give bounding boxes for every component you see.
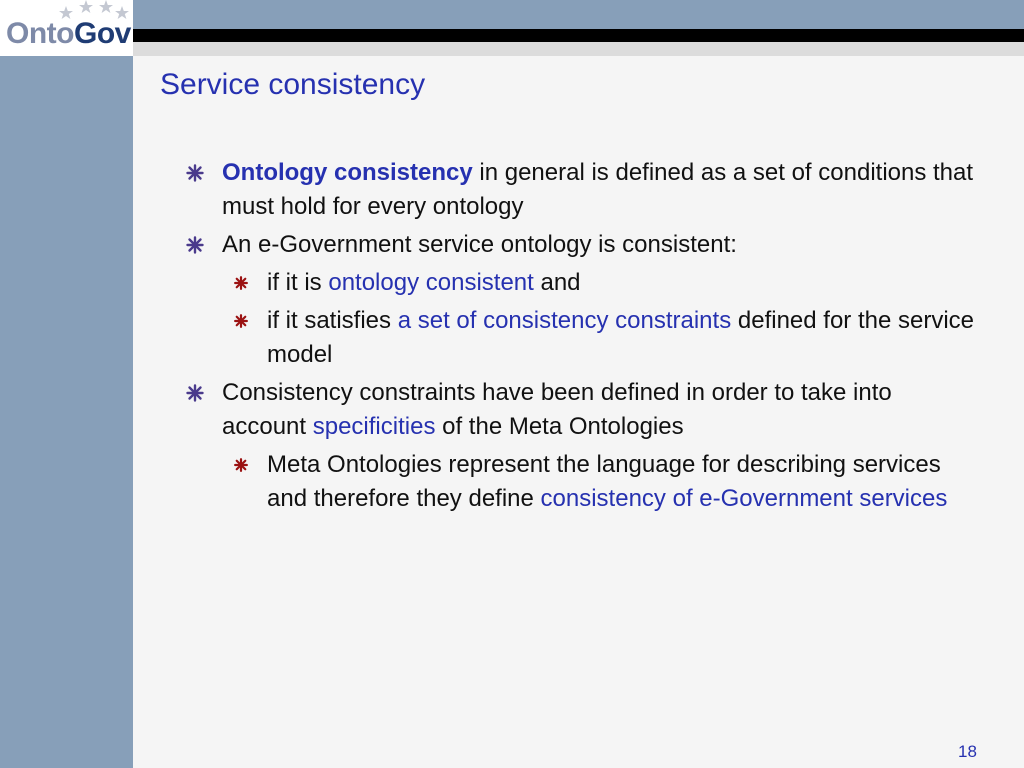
asterisk-bullet-icon [234,276,248,290]
left-sidebar [0,0,133,768]
bullet-text: if it is [267,269,329,296]
bullet-text: of the Meta Ontologies [435,413,684,440]
sub-bullet-item [160,266,980,300]
slide-title: Service consistency [160,68,426,101]
bullet-item [160,228,980,262]
bullet-text: An e-Government service ontology is consistent: [222,231,737,258]
logo-gov: Gov [73,17,131,50]
bullet-text: if it satisfies [267,307,398,334]
bullet-highlight: specificities [312,413,436,440]
header-grey-line [133,42,1024,56]
logo-onto: Onto [6,17,74,50]
top-band [133,0,1024,29]
bullet-highlight: consistency of e-Government services [540,485,948,512]
asterisk-bullet-icon [234,458,248,472]
ontogov-logo [0,0,133,56]
asterisk-bullet-icon [234,314,248,328]
asterisk-bullet-icon [186,164,204,182]
asterisk-bullet-icon [186,384,204,402]
bullet-highlight: Ontology consistency [222,159,473,186]
bullet-list [160,156,980,520]
bullet-text: and [533,269,581,296]
page-number: 18 [958,742,977,761]
bullet-highlight: a set of consistency constraints [397,307,732,334]
header-black-bar [133,29,1024,42]
bullet-highlight: ontology consistent [328,269,534,296]
bullet-text: defined for the service model [267,307,975,368]
bullet-text: in general is defined as a set of conditions that must hold for every ontology [222,159,974,220]
bullet-item [160,156,980,224]
sub-bullet-item [160,448,980,516]
asterisk-bullet-icon [186,236,204,254]
logo-wordmark [6,17,131,51]
bullet-text: Consistency constraints have been defined in order to take into account [222,379,892,440]
bullet-text: Meta Ontologies represent the language for describing services and therefore they define [267,451,941,512]
sub-bullet-item [160,304,980,372]
bullet-item [160,376,980,444]
